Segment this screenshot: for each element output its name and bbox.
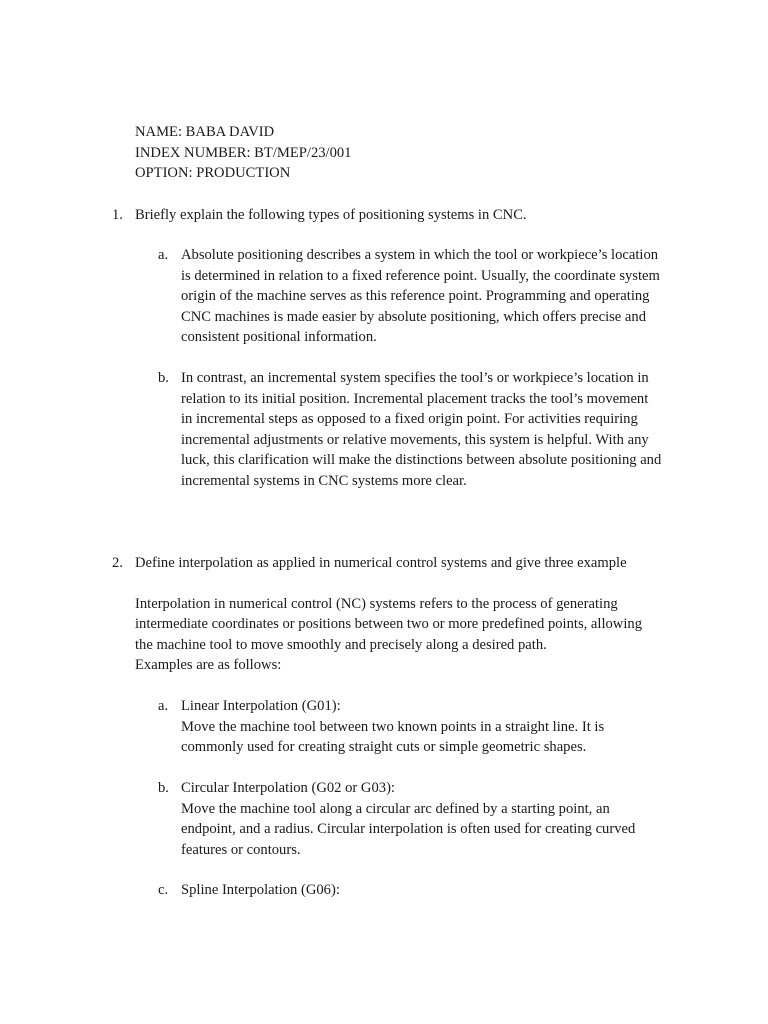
q1-item-b-line: in incremental steps as opposed to a fixed origin point. For activities requiring (181, 411, 638, 427)
q1-item-a-line: CNC machines is made easier by absolute positioning, which offers precise and (181, 309, 646, 325)
q2-intro-line: Examples are as follows: (135, 657, 282, 673)
q2-item-a-line: commonly used for creating straight cuts or simple geometric shapes. (181, 739, 587, 755)
student-name: NAME: BABA DAVID (135, 124, 275, 140)
q1-item-b-line: incremental adjustments or relative movements, this system is helpful. With any (181, 432, 649, 448)
index-number: INDEX NUMBER: BT/MEP/23/001 (135, 145, 352, 161)
q2-intro-line: Interpolation in numerical control (NC) systems refers to the process of generating (135, 596, 618, 612)
q2-item-b-line: Move the machine tool along a circular arc defined by a starting point, an (181, 801, 610, 817)
question-1-number: 1. (112, 207, 123, 223)
question-1-text: Briefly explain the following types of positioning systems in CNC. (135, 207, 527, 223)
q1-item-b-line: incremental systems in CNC systems more clear. (181, 473, 467, 489)
q1-item-a-line: Absolute positioning describes a system in which the tool or workpiece’s location (181, 247, 659, 263)
q1-item-b-letter: b. (158, 370, 169, 386)
question-2-text: Define interpolation as applied in numerical control systems and give three example (135, 555, 627, 571)
q2-item-c-letter: c. (158, 882, 169, 898)
q1-item-a-line: consistent positional information. (181, 329, 377, 345)
q2-item-b-line: endpoint, and a radius. Circular interpolation is often used for creating curved (181, 821, 636, 837)
question-2-number: 2. (112, 555, 123, 571)
q1-item-b-line: In contrast, an incremental system specifies the tool’s or workpiece’s location in (181, 370, 649, 386)
q2-item-c-title: Spline Interpolation (G06): (181, 882, 340, 898)
q1-item-b-line: relation to its initial position. Incremental placement tracks the tool’s movement (181, 391, 649, 407)
q1-item-a-letter: a. (158, 247, 169, 263)
q1-item-a-line: origin of the machine serves as this reference point. Programming and operating (181, 288, 650, 304)
q1-item-b-line: luck, this clarification will make the distinctions between absolute positioning and (181, 452, 662, 468)
q1-item-a-line: is determined in relation to a fixed reference point. Usually, the coordinate system (181, 268, 660, 284)
q2-item-a-title: Linear Interpolation (G01): (181, 698, 341, 714)
option: OPTION: PRODUCTION (135, 165, 291, 181)
q2-intro-line: intermediate coordinates or positions between two or more predefined points, allowing (135, 616, 642, 632)
q2-item-b-letter: b. (158, 780, 169, 796)
q2-item-a-line: Move the machine tool between two known points in a straight line. It is (181, 719, 605, 735)
q2-item-a-letter: a. (158, 698, 169, 714)
q2-intro-line: the machine tool to move smoothly and precisely along a desired path. (135, 637, 547, 653)
q2-item-b-line: features or contours. (181, 842, 301, 858)
q2-item-b-title: Circular Interpolation (G02 or G03): (181, 780, 395, 796)
